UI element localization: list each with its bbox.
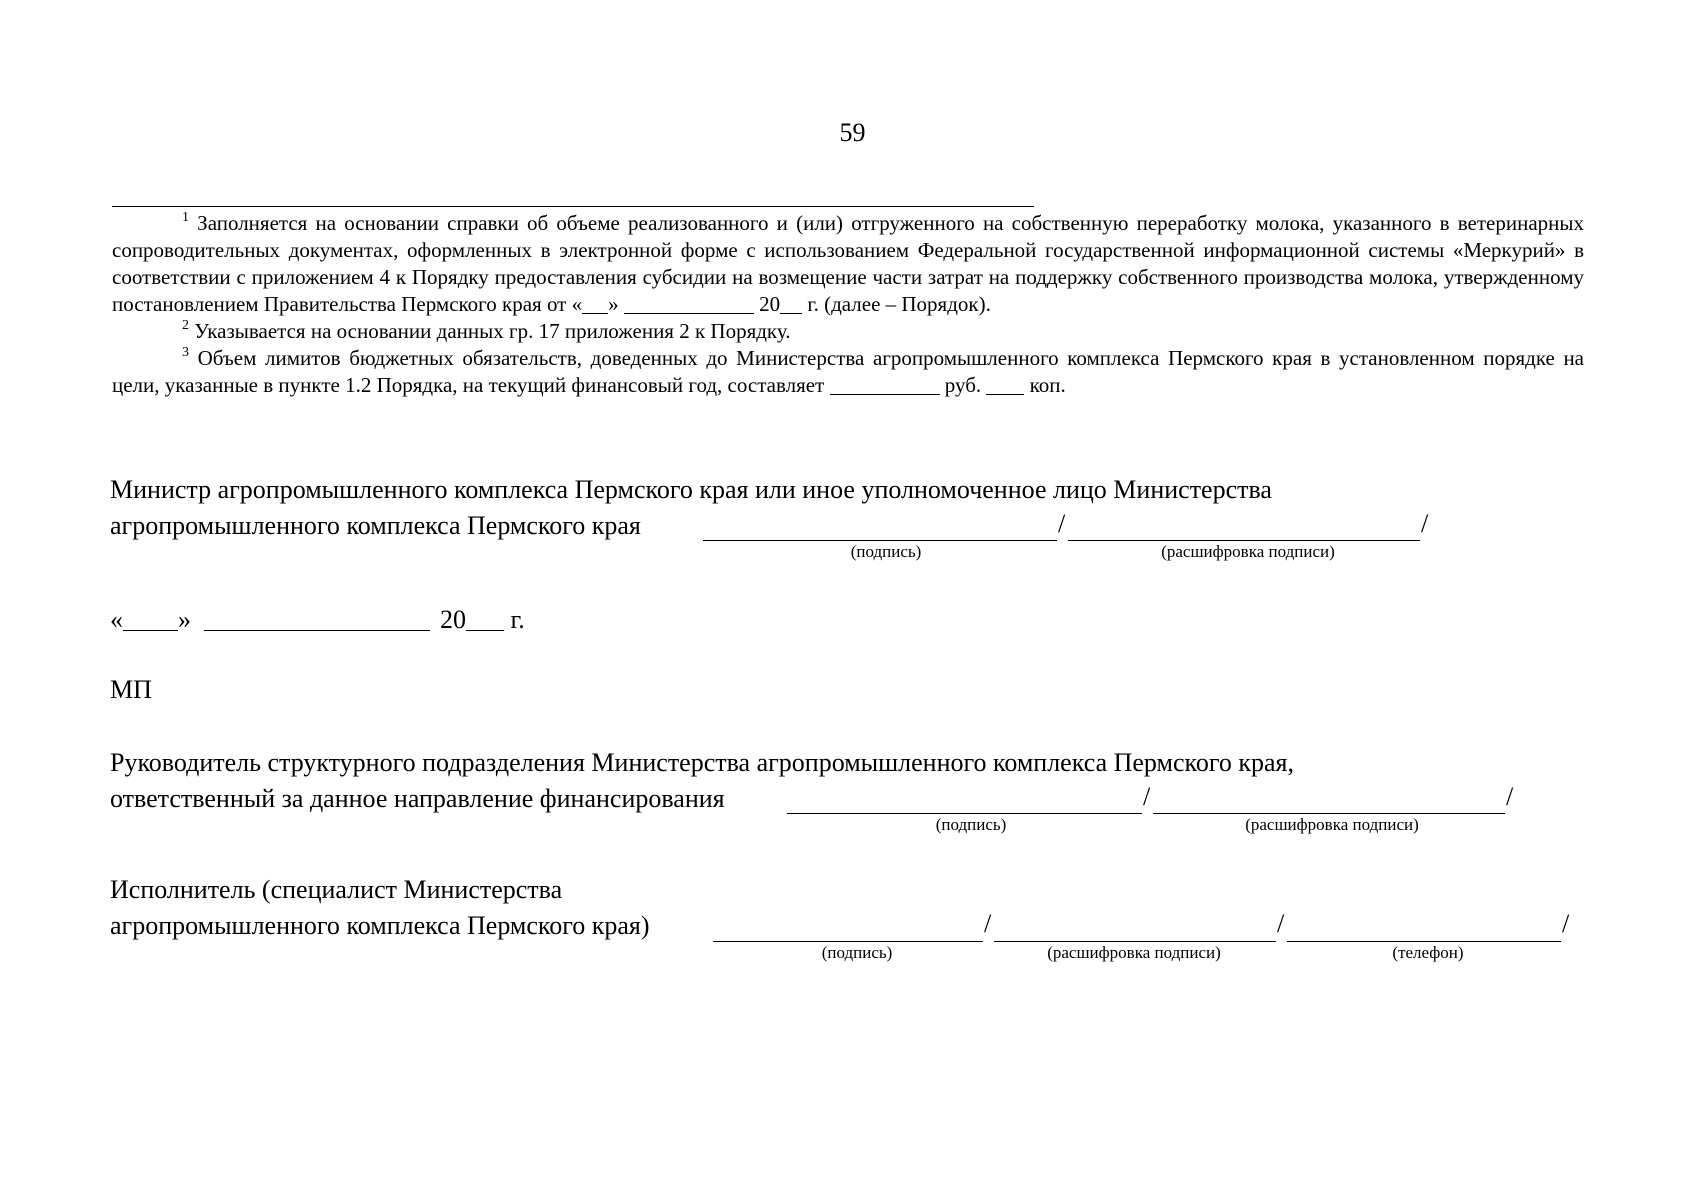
head-line-2: ответственный за данное направление финансирования xyxy=(110,784,725,813)
caption-signature: (подпись) xyxy=(821,943,893,962)
year-suffix: г. xyxy=(510,605,525,634)
seal-placeholder: МП xyxy=(110,675,152,704)
footnote-text: » xyxy=(608,292,624,316)
slash: / xyxy=(984,909,992,938)
slash: / xyxy=(1421,509,1429,538)
slash: / xyxy=(1143,782,1151,811)
executor-line-1: Исполнитель (специалист Министерства xyxy=(110,875,563,904)
footnote-text: г. (далее – Порядок). xyxy=(802,292,991,316)
page-number: 59 xyxy=(839,118,866,147)
footnote-1 xyxy=(112,210,1584,318)
footnote-text: Заполняется на основании справки об объеме реализованного и (или) отгруженного на собственную переработку молока, указанного в ветеринарных сопроводительных документах, оформленных в электронной форме с использованием Федеральной государственной информационной системы «Меркурий» в соответствии с приложением 4 к Порядку предоставления субсидии на возмещение части затрат на поддержку собственного производства молока, утвержденному постановлением Правительства Пермского края от « xyxy=(112,211,1585,316)
caption-decoding: (расшифровка подписи) xyxy=(1161,542,1335,561)
slash: / xyxy=(1277,909,1285,938)
signature-decoding-line xyxy=(1068,540,1420,541)
year-prefix: 20 xyxy=(440,605,466,634)
footnote-text: Объем лимитов бюджетных обязательств, доведенных до Министерства агропромышленного комплекса Пермского края в установленном порядке на цели, указанные в пункте 1.2 Порядка, на текущий финансовый год, составляет xyxy=(112,346,1584,397)
footnote-mark: 3 xyxy=(182,345,189,360)
signature-line xyxy=(787,813,1142,814)
signature-decoding-line xyxy=(994,941,1276,942)
slash: / xyxy=(1562,909,1570,938)
slash: / xyxy=(1506,782,1514,811)
footnote-text: Указывается на основании данных гр. 17 приложения 2 к Порядку. xyxy=(194,319,791,343)
footnote-text: 20 xyxy=(753,292,781,316)
signature-decoding-line xyxy=(1153,813,1505,814)
footnote-text: руб. xyxy=(939,373,987,397)
blank-field xyxy=(780,293,802,314)
year-field xyxy=(466,606,504,631)
caption-phone: (телефон) xyxy=(1392,943,1464,962)
caption-decoding: (расшифровка подписи) xyxy=(1245,815,1419,834)
blank-field xyxy=(986,374,1024,395)
day-field xyxy=(123,606,178,631)
minister-line-1: Министр агропромышленного комплекса Пермского края или иное уполномоченное лицо Министерства xyxy=(110,475,1272,504)
quote-open: « xyxy=(110,605,123,634)
footnote-2 xyxy=(112,318,1584,345)
date-line xyxy=(110,602,525,638)
slash: / xyxy=(1058,509,1066,538)
footnote-text: коп. xyxy=(1024,373,1066,397)
footnote-3 xyxy=(112,345,1584,399)
quote-close: » xyxy=(178,605,191,634)
phone-line xyxy=(1287,941,1561,942)
blank-field xyxy=(830,374,940,395)
caption-signature: (подпись) xyxy=(935,815,1007,834)
footnote-separator xyxy=(112,206,1034,207)
footnotes xyxy=(112,210,1584,399)
executor-line-2: агропромышленного комплекса Пермского края) xyxy=(110,911,650,940)
footnote-mark: 2 xyxy=(182,318,189,333)
head-line-1: Руководитель структурного подразделения Министерства агропромышленного комплекса Пермского края, xyxy=(110,748,1294,777)
blank-field xyxy=(582,293,608,314)
signature-line xyxy=(703,540,1057,541)
footnote-mark: 1 xyxy=(182,210,189,225)
caption-signature: (подпись) xyxy=(850,542,922,561)
caption-decoding: (расшифровка подписи) xyxy=(1047,943,1221,962)
month-field xyxy=(204,606,430,631)
minister-line-2: агропромышленного комплекса Пермского края xyxy=(110,511,641,540)
signature-line xyxy=(713,941,983,942)
blank-field xyxy=(624,293,754,314)
